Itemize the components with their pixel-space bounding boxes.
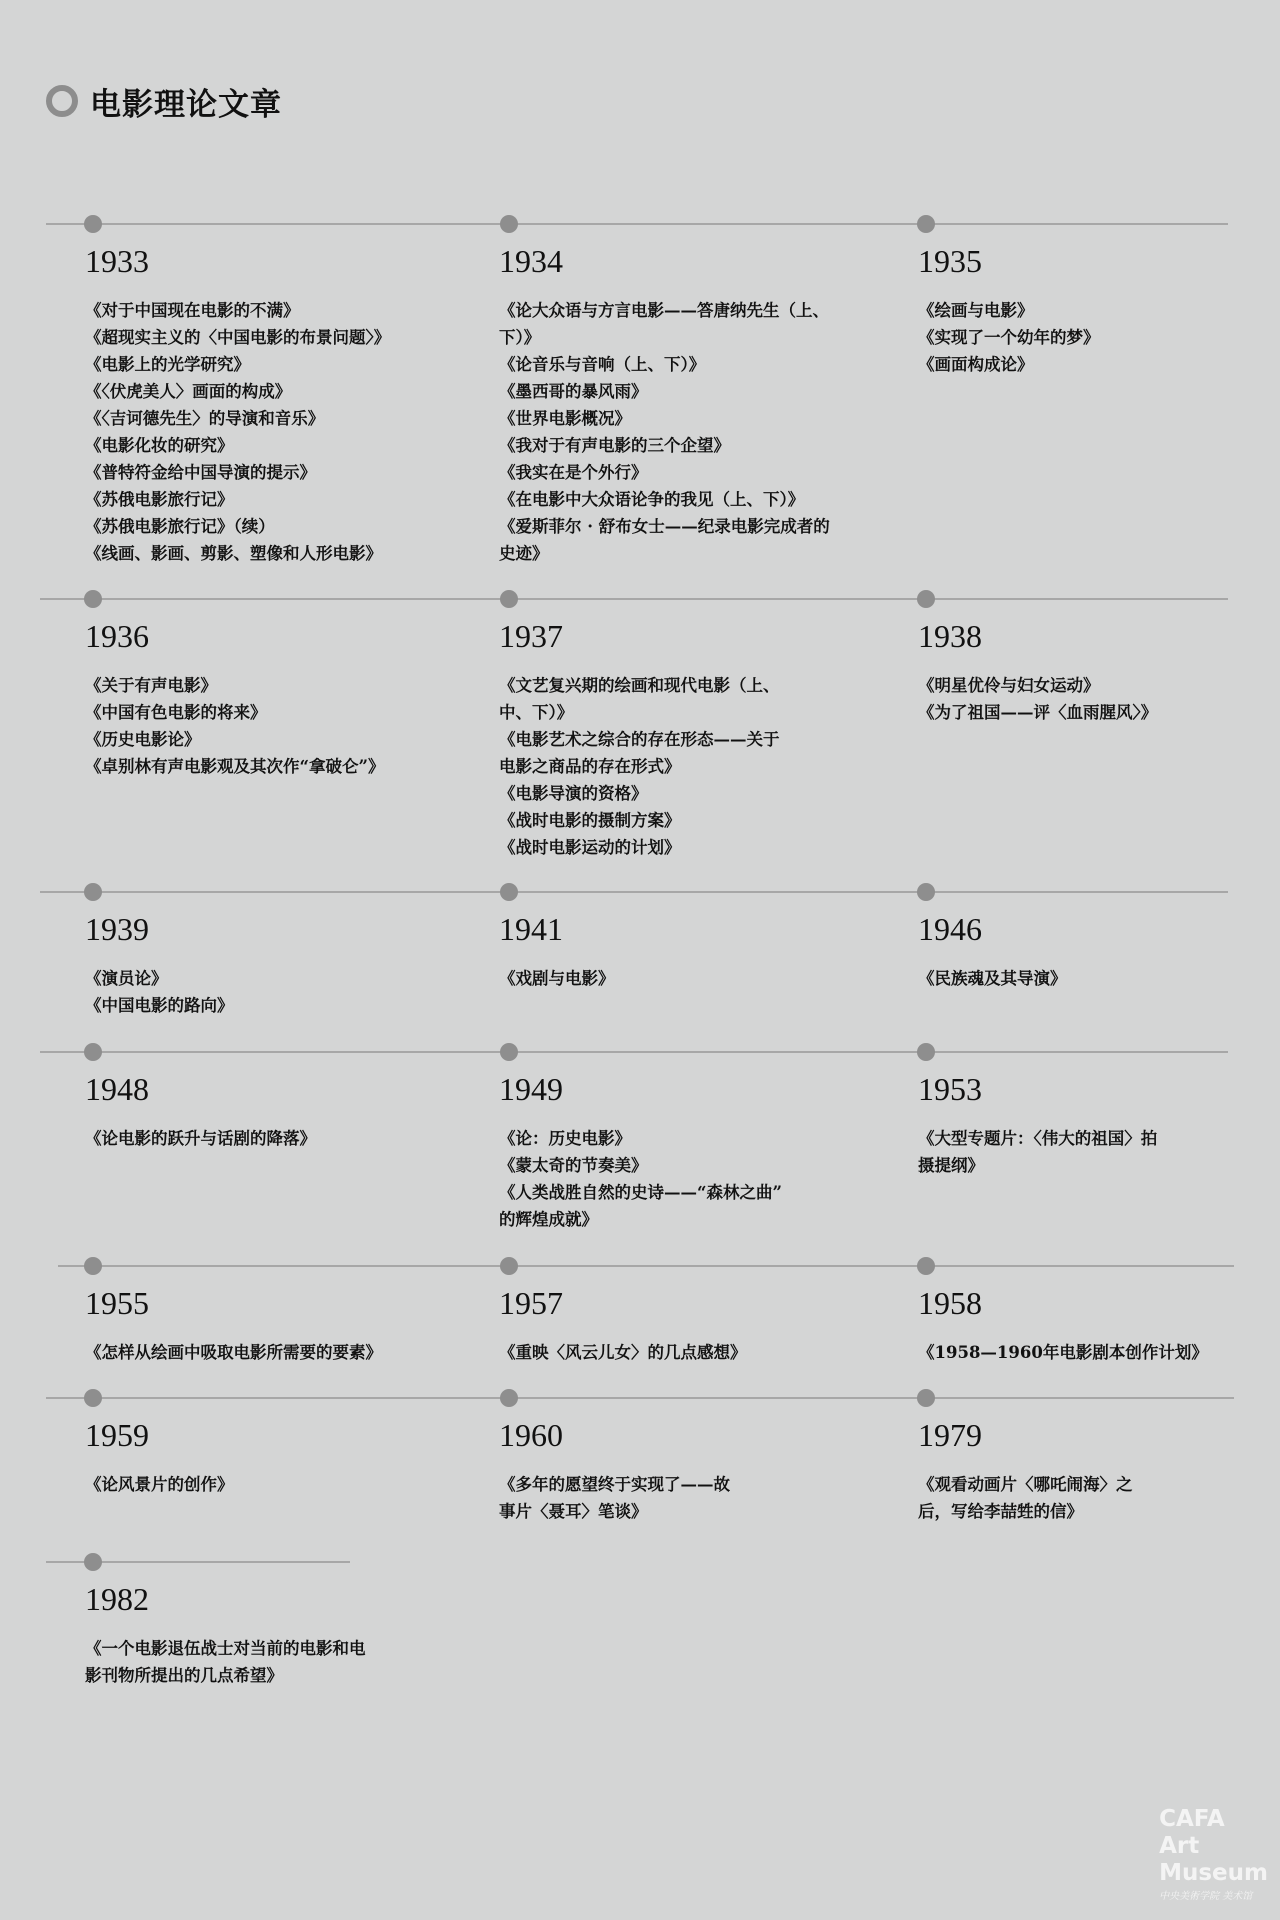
timeline-year: 1955	[85, 1285, 149, 1321]
timeline-entry	[85, 243, 390, 567]
timeline-year: 1953	[918, 1071, 982, 1107]
article-title: 影刊物所提出的几点希望》	[85, 1666, 283, 1685]
article-title: 《电影上的光学研究》	[85, 355, 250, 374]
article-title: 《线画、影画、剪影、塑像和人形电影》	[85, 544, 382, 563]
timeline-year: 1937	[499, 618, 563, 654]
timeline-year: 1958	[918, 1285, 982, 1321]
article-title: 《超现实主义的〈中国电影的布景问题〉》	[85, 328, 391, 347]
timeline-year: 1949	[499, 1071, 563, 1107]
article-title: 《绘画与电影》	[918, 301, 1034, 320]
timeline-entry	[85, 1285, 382, 1366]
article-title: 《明星优伶与妇女运动》	[918, 676, 1100, 695]
article-list	[499, 672, 780, 861]
timeline-dot	[917, 883, 935, 901]
article-title: 《怎样从绘画中吸取电影所需要的要素》	[85, 1343, 382, 1362]
timeline-dot	[84, 1257, 102, 1275]
timeline-year: 1935	[918, 243, 982, 279]
article-list	[499, 297, 830, 567]
timeline-divider	[46, 223, 1228, 225]
article-title: 史迹》	[499, 544, 549, 563]
article-title: 《重映〈风云儿女〉的几点感想》	[499, 1343, 747, 1362]
timeline-dot	[917, 1043, 935, 1061]
article-title: 《战时电影运动的计划》	[499, 838, 681, 857]
article-title: 《电影导演的资格》	[499, 784, 648, 803]
article-title: 《论风景片的创作》	[85, 1475, 234, 1494]
article-title: 下）》	[499, 328, 541, 347]
article-title: 《多年的愿望终于实现了——故	[499, 1475, 730, 1494]
article-title: 《在电影中大众语论争的我见（上、下）》	[499, 490, 805, 509]
article-list	[85, 1125, 316, 1152]
timeline-dot	[500, 1043, 518, 1061]
circle-bullet-icon	[46, 85, 78, 117]
watermark-line: Museum	[1159, 1860, 1268, 1886]
article-title: 《卓别林有声电影观及其次作“拿破仑”》	[85, 757, 385, 776]
article-list	[918, 1471, 1133, 1525]
timeline-entry	[499, 911, 615, 992]
timeline-year: 1939	[85, 911, 149, 947]
article-title: 《战时电影的摄制方案》	[499, 811, 681, 830]
timeline-year: 1936	[85, 618, 149, 654]
article-title: 《画面构成论》	[918, 355, 1034, 374]
article-list	[85, 297, 390, 567]
article-list	[499, 1339, 747, 1366]
timeline-divider	[40, 1051, 1228, 1053]
timeline-year: 1938	[918, 618, 982, 654]
timeline-dot	[84, 590, 102, 608]
article-title: 《中国有色电影的将来》	[85, 703, 267, 722]
page-header	[46, 78, 282, 124]
timeline-dot	[84, 215, 102, 233]
timeline-entry	[499, 1071, 782, 1233]
article-title: 《〈伏虎美人〉画面的构成》	[85, 382, 292, 401]
timeline-year: 1957	[499, 1285, 563, 1321]
article-title: 《大型专题片：〈伟大的祖国〉拍	[918, 1129, 1158, 1148]
article-title: 电影之商品的存在形式》	[499, 757, 681, 776]
article-title: 《历史电影论》	[85, 730, 201, 749]
timeline-year: 1941	[499, 911, 563, 947]
article-list	[85, 965, 234, 1019]
article-title: 《墨西哥的暴风雨》	[499, 382, 648, 401]
article-title: 《民族魂及其导演》	[918, 969, 1067, 988]
timeline-divider	[40, 598, 1228, 600]
article-title: 《戏剧与电影》	[499, 969, 615, 988]
timeline-year: 1946	[918, 911, 982, 947]
timeline-dot	[917, 590, 935, 608]
timeline-entry	[918, 911, 1067, 992]
cafa-art-museum-watermark	[1159, 1806, 1268, 1902]
article-title: 《蒙太奇的节奏美》	[499, 1156, 648, 1175]
article-title: 《电影化妆的研究》	[85, 436, 234, 455]
article-list	[918, 1125, 1157, 1179]
article-title: 《观看动画片〈哪吒闹海〉之	[918, 1475, 1133, 1494]
article-title: 后，写给李喆甡的信》	[918, 1502, 1083, 1521]
timeline-entry	[85, 618, 384, 780]
article-title: 《论大众语与方言电影——答唐纳先生（上、	[499, 301, 829, 320]
article-title: 的辉煌成就》	[499, 1210, 598, 1229]
article-title: 《实现了一个幼年的梦》	[918, 328, 1100, 347]
article-title: 《关于有声电影》	[85, 676, 217, 695]
timeline-entry	[85, 911, 234, 1019]
article-title: 《论：历史电影》	[499, 1129, 631, 1148]
timeline-entry	[85, 1581, 366, 1689]
timeline-dot	[84, 883, 102, 901]
timeline-entry	[499, 243, 830, 567]
timeline-entry	[918, 1071, 1157, 1179]
timeline-dot	[917, 1389, 935, 1407]
timeline-entry	[918, 618, 1157, 726]
article-title: 《为了祖国——评〈血雨腥风〉》	[918, 703, 1158, 722]
timeline-year: 1959	[85, 1417, 149, 1453]
article-title: 《爱斯菲尔 · 舒布女士——纪录电影完成者的	[499, 517, 830, 536]
timeline-dot	[500, 215, 518, 233]
article-list	[918, 297, 1100, 378]
timeline-dot	[84, 1553, 102, 1571]
timeline-year: 1933	[85, 243, 149, 279]
timeline-entry	[499, 618, 780, 861]
timeline-divider	[46, 1397, 1234, 1399]
article-title: 中、下）》	[499, 703, 574, 722]
article-list	[918, 965, 1067, 992]
article-title: 《我对于有声电影的三个企望》	[499, 436, 730, 455]
article-title: 《对于中国现在电影的不满》	[85, 301, 300, 320]
timeline-year: 1934	[499, 243, 563, 279]
timeline-dot	[917, 1257, 935, 1275]
article-list	[85, 672, 384, 780]
article-title: 《中国电影的路向》	[85, 996, 234, 1015]
timeline-year: 1948	[85, 1071, 149, 1107]
article-list	[85, 1635, 366, 1689]
article-title: 《世界电影概况》	[499, 409, 631, 428]
article-title: 《苏俄电影旅行记》	[85, 490, 234, 509]
article-title: 《〈吉诃德先生〉的导演和音乐》	[85, 409, 325, 428]
article-list	[918, 1339, 1208, 1366]
timeline-dot	[84, 1043, 102, 1061]
article-title: 《我实在是个外行》	[499, 463, 648, 482]
article-title: 《论电影的跃升与话剧的降落》	[85, 1129, 316, 1148]
timeline-dot	[500, 1389, 518, 1407]
timeline-divider	[58, 1265, 1234, 1267]
timeline-entry	[499, 1417, 730, 1525]
article-title: 《一个电影退伍战士对当前的电影和电	[85, 1639, 366, 1658]
timeline-dot	[917, 215, 935, 233]
timeline-dot	[500, 590, 518, 608]
article-title: 《人类战胜自然的史诗——“森林之曲”	[499, 1183, 782, 1202]
page-title: 电影理论文章	[90, 86, 282, 123]
article-title: 《电影艺术之综合的存在形态——关于	[499, 730, 780, 749]
timeline-dot	[500, 1257, 518, 1275]
timeline-entry	[918, 1285, 1208, 1366]
watermark-cn: 中央美術学院 美术馆	[1159, 1891, 1253, 1902]
watermark-line: Art	[1159, 1833, 1200, 1859]
article-title: 《普特符金给中国导演的提示》	[85, 463, 316, 482]
article-title: 《苏俄电影旅行记》（续）	[85, 517, 275, 536]
watermark-line: CAFA	[1159, 1806, 1225, 1832]
article-list	[85, 1339, 382, 1366]
article-list	[85, 1471, 234, 1498]
article-list	[918, 672, 1157, 726]
timeline-year: 1982	[85, 1581, 149, 1617]
article-title: 《1958—1960年电影剧本创作计划》	[918, 1343, 1208, 1362]
timeline-entry	[918, 1417, 1133, 1525]
article-title: 《演员论》	[85, 969, 168, 988]
timeline-divider	[40, 891, 1228, 893]
timeline-entry	[85, 1071, 316, 1152]
article-title: 《论音乐与音响（上、下）》	[499, 355, 706, 374]
article-title: 摄提纲》	[918, 1156, 984, 1175]
timeline-entry	[499, 1285, 747, 1366]
timeline-entry	[918, 243, 1100, 378]
article-list	[499, 1125, 782, 1233]
timeline-year: 1960	[499, 1417, 563, 1453]
timeline-year: 1979	[918, 1417, 982, 1453]
timeline-entry	[85, 1417, 234, 1498]
timeline-dot	[500, 883, 518, 901]
article-list	[499, 965, 615, 992]
article-list	[499, 1471, 730, 1525]
article-title: 《文艺复兴期的绘画和现代电影（上、	[499, 676, 780, 695]
article-title: 事片〈聂耳〉笔谈》	[499, 1502, 648, 1521]
timeline-dot	[84, 1389, 102, 1407]
